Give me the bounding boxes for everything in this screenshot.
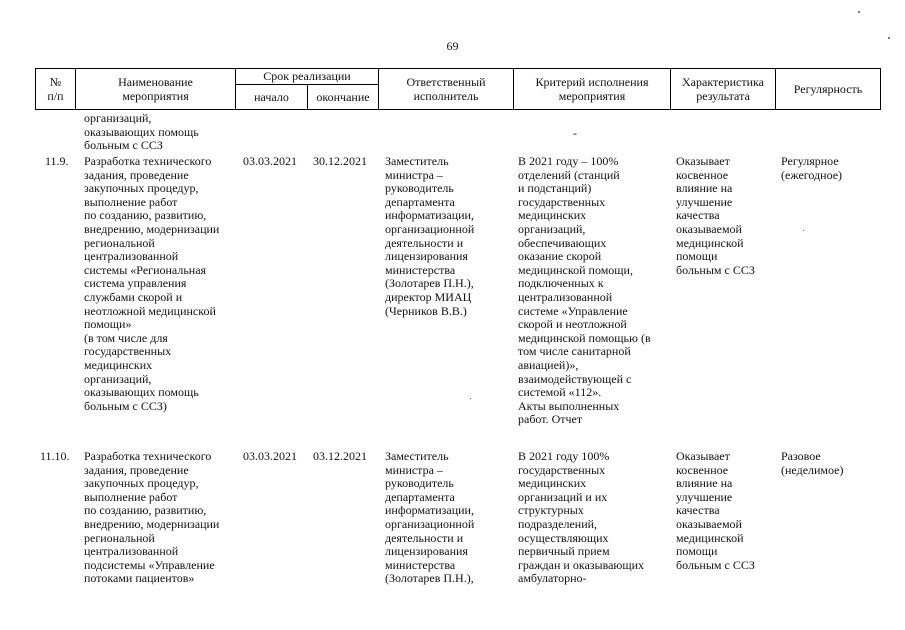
row-criterion: В 2021 году – 100% отделений (станций и подстанций) государственных медицинских организаций, обеспечивающих оказание скорой медицинской помощи, подключенных к централизованной системе «Управление скорой и неотложной медицинской помощью (в том числе санитарной авиацией)», взаимодействующей с системой «112». Акты выполненных работ. Отчет [518, 154, 651, 427]
continuation-criterion: - [573, 126, 577, 140]
header-responsible: Ответственный исполнитель [406, 75, 486, 103]
row-regularity: Регулярное (ежегодное) [781, 154, 843, 182]
page-number: 69 [446, 39, 459, 53]
row-result: Оказывает косвенное влияние на улучшение качества оказываемой медицинской помощи больным с ССЗ [676, 154, 755, 277]
header-start: начало [254, 90, 289, 104]
row-responsible: Заместитель министра – руководитель департамента информатизации, организационной деятельности и лицензирования министерства (Золотарев П.Н.), директор МИАЦ (Черников В.В.) [385, 154, 475, 318]
row-end-date: 30.12.2021 [313, 154, 367, 168]
scan-speck [888, 37, 890, 39]
row-number: 11.10. [40, 449, 70, 463]
header-bottom-border [35, 109, 881, 110]
header-name: Наименование мероприятия [118, 75, 193, 103]
row-result: Оказывает косвенное влияние на улучшение качества оказываемой медицинской помощи больным с ССЗ [676, 449, 755, 572]
scan-speck [470, 398, 471, 399]
row-criterion: В 2021 году 100% государственных медицинских организаций и их структурных подразделений, осуществляющих первичный прием граждан и оказывающих амбулаторно- [518, 449, 645, 586]
row-regularity: Разовое (неделимое) [781, 449, 844, 477]
header-end: окончание [316, 90, 370, 104]
row-end-date: 03.12.2021 [313, 449, 367, 463]
row-name: Разработка технического задания, проведение закупочных процедур, выполнение работ по созданию, развитию, внедрению, модернизации региональной централизованной подсистемы «Управление потоками пациентов» [84, 449, 220, 586]
scan-speck [858, 11, 860, 13]
col-border-8 [880, 68, 881, 110]
row-responsible: Заместитель министра – руководитель департамента информатизации, организационной деятельности и лицензирования министерства (Золотарев П.Н.), [385, 449, 475, 586]
header-result: Характеристика результата [682, 75, 764, 103]
header-top-border [35, 68, 881, 69]
scan-speck [803, 230, 804, 231]
row-number: 11.9. [45, 154, 69, 168]
row-start-date: 03.03.2021 [243, 449, 297, 463]
header-num: № п/п [47, 75, 64, 103]
row-name: Разработка технического задания, проведение закупочных процедур, выполнение работ по созданию, развитию, внедрению, модернизации региональной централизованной системы «Региональная система управления службами скорой и неотложной медицинской помощи» (в том числе для государственных медицинских организаций, оказывающих помощь больным с ССЗ) [84, 154, 220, 413]
header-criterion: Критерий исполнения мероприятия [535, 75, 649, 103]
header-regularity: Регулярность [793, 82, 863, 96]
row-start-date: 03.03.2021 [243, 154, 297, 168]
continuation-name: организаций, оказывающих помощь больным с ССЗ [84, 111, 199, 153]
header-period: Срок реализации [263, 69, 351, 83]
